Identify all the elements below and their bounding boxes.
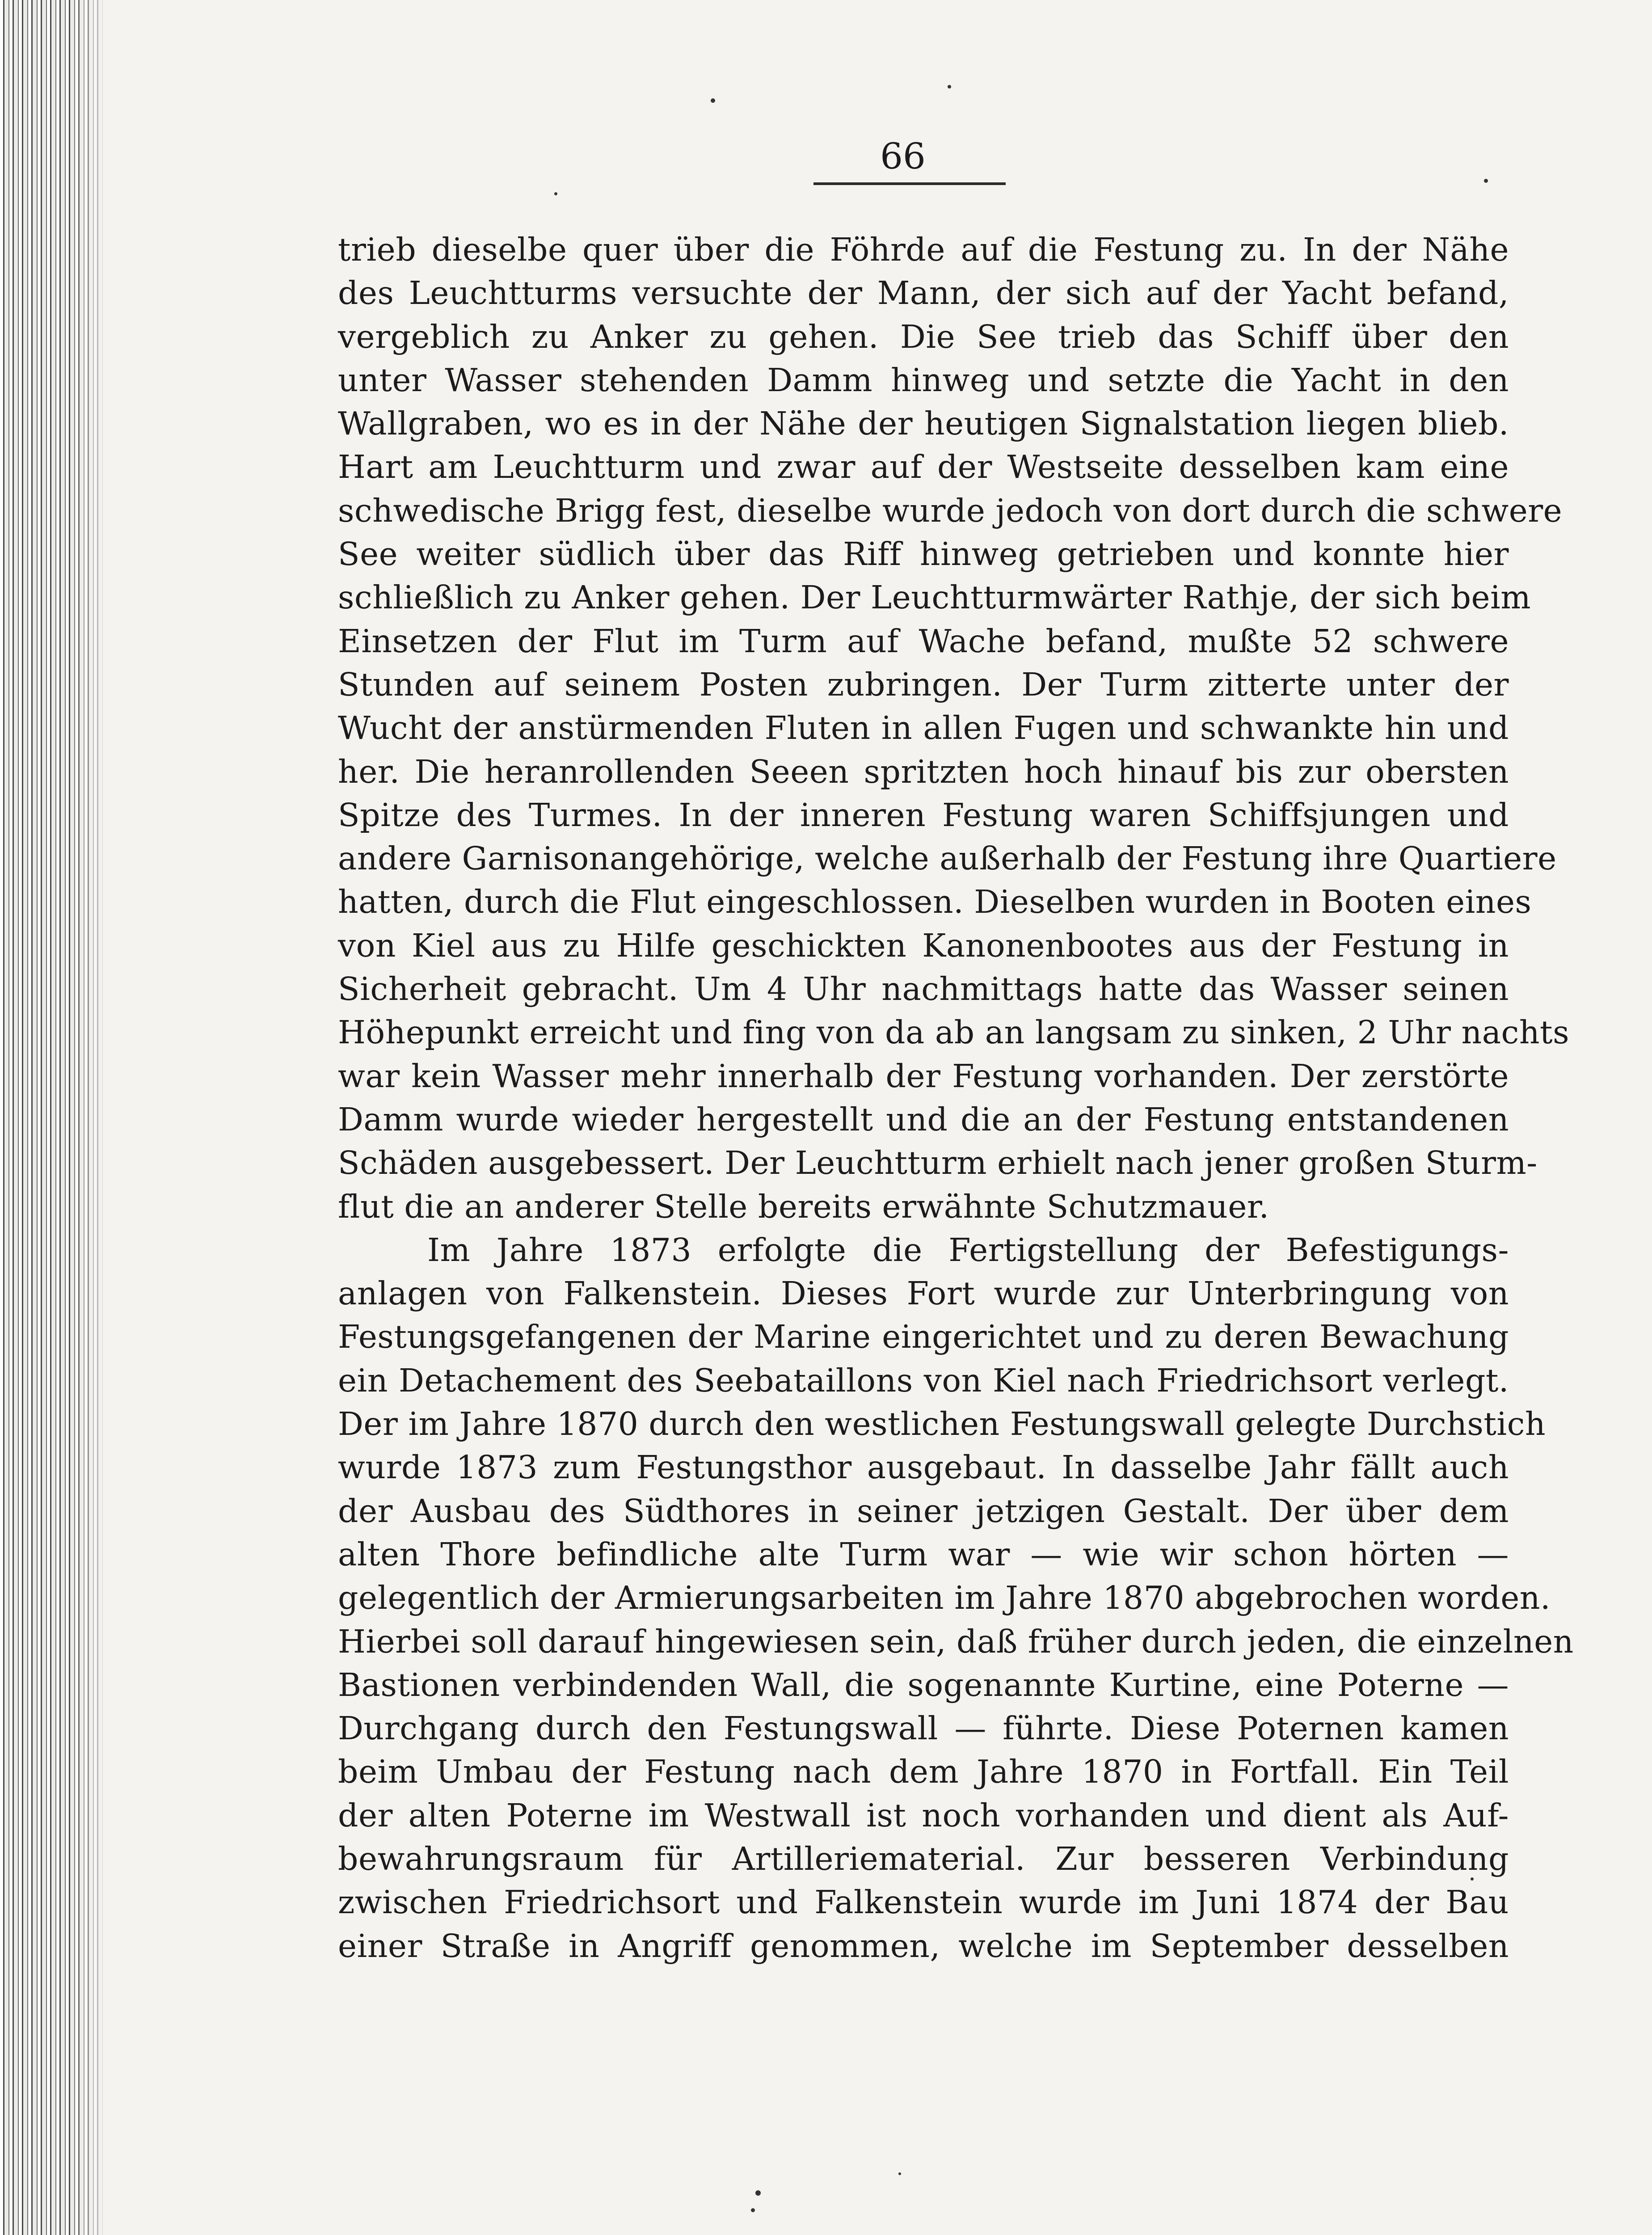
text-line: der alten Poterne im Westwall ist noch vorhanden und dient als Auf- [338, 1796, 1509, 1834]
text-line: Festungsgefangenen der Marine eingerichtet und zu deren Bewachung [338, 1318, 1509, 1356]
text-line: Hierbei soll darauf hingewiesen sein, daß früher durch jeden, die einzelnen [338, 1623, 1574, 1660]
scan-speck [711, 98, 715, 103]
scan-speck [1471, 1877, 1474, 1881]
text-line: Schäden ausgebessert. Der Leuchtturm erhielt nach jener großen Sturm- [338, 1144, 1538, 1182]
text-line: der Ausbau des Südthores in seiner jetzigen Gestalt. Der über dem [338, 1492, 1509, 1530]
scan-speck [755, 2190, 761, 2196]
page-number: 66 [880, 135, 926, 177]
text-line: Wallgraben, wo es in der Nähe der heutigen Signalstation liegen blieb. [338, 405, 1509, 443]
text-line: war kein Wasser mehr innerhalb der Festung vorhanden. Der zerstörte [338, 1057, 1509, 1095]
text-line: schließlich zu Anker gehen. Der Leuchtturmwärter Rathje, der sich beim [338, 579, 1531, 616]
text-line: Hart am Leuchtturm und zwar auf der Westseite desselben kam eine [338, 448, 1509, 486]
text-line: Der im Jahre 1870 durch den westlichen Festungswall gelegte Durchstich [338, 1405, 1546, 1443]
text-line: andere Garnisonangehörige, welche außerhalb der Festung ihre Quartiere [338, 840, 1557, 877]
paragraph-2 [338, 1228, 1574, 1968]
scan-binding-shadow [72, 0, 112, 2235]
text-line: Wucht der anstürmenden Fluten in allen Fugen und schwankte hin und [338, 709, 1509, 747]
text-line: Bastionen verbindenden Wall, die sogenannte Kurtine, eine Poterne — [338, 1666, 1509, 1704]
text-line: hatten, durch die Flut eingeschlossen. Dieselben wurden in Booten eines [338, 883, 1532, 921]
text-line: flut die an anderer Stelle bereits erwähnte Schutzmauer. [338, 1188, 1269, 1225]
text-line: Durchgang durch den Festungswall — führte. Diese Poternen kamen [338, 1710, 1509, 1747]
scan-speck [948, 85, 951, 89]
text-line: Stunden auf seinem Posten zubringen. Der Turm zitterte unter der [338, 666, 1509, 703]
text-line: See weiter südlich über das Riff hinweg getrieben und konnte hier [338, 536, 1509, 573]
body-text [338, 228, 1574, 1968]
scan-speck [898, 2172, 901, 2175]
text-line: her. Die heranrollenden Seeen spritzten hoch hinauf bis zur obersten [338, 753, 1509, 790]
text-line: gelegentlich der Armierungsarbeiten im Jahre 1870 abgebrochen worden. [338, 1579, 1551, 1617]
text-line: Sicherheit gebracht. Um 4 Uhr nachmittags hatte das Wasser seinen [338, 970, 1509, 1008]
text-line: bewahrungsraum für Artilleriematerial. Zur besseren Verbindung [338, 1840, 1509, 1877]
text-line: Höhepunkt erreicht und fing von da ab an langsam zu sinken, 2 Uhr nachts [338, 1014, 1570, 1051]
text-line: anlagen von Falkenstein. Dieses Fort wurde zur Unterbringung von [338, 1275, 1509, 1312]
text-line: des Leuchtturms versuchte der Mann, der sich auf der Yacht befand, [338, 274, 1509, 312]
text-line: von Kiel aus zu Hilfe geschickten Kanonenbootes aus der Festung in [338, 927, 1509, 964]
text-line: Im Jahre 1873 erfolgte die Fertigstellung der Befestigungs- [427, 1231, 1509, 1269]
text-line: vergeblich zu Anker zu gehen. Die See trieb das Schiff über den [338, 318, 1509, 355]
scan-speck [554, 192, 557, 195]
text-line: ein Detachement des Seebataillons von Kiel nach Friedrichsort verlegt. [338, 1362, 1509, 1399]
text-line: wurde 1873 zum Festungsthor ausgebaut. In dasselbe Jahr fällt auch [338, 1449, 1509, 1486]
text-line: Damm wurde wieder hergestellt und die an der Festung entstandenen [338, 1101, 1509, 1138]
paragraph-1 [338, 228, 1570, 1228]
text-line: unter Wasser stehenden Damm hinweg und setzte die Yacht in den [338, 361, 1509, 399]
text-line: trieb dieselbe quer über die Föhrde auf die Festung zu. In der Nähe [338, 231, 1509, 268]
text-line: Einsetzen der Flut im Turm auf Wache befand, mußte 52 schwere [338, 622, 1509, 660]
scan-speck [1484, 179, 1488, 183]
text-line: beim Umbau der Festung nach dem Jahre 1870 in Fortfall. Ein Teil [338, 1753, 1509, 1791]
text-line: zwischen Friedrichsort und Falkenstein wurde im Juni 1874 der Bau [338, 1884, 1509, 1921]
scan-speck [751, 2208, 755, 2212]
text-line: schwedische Brigg fest, dieselbe wurde jedoch von dort durch die schwere [338, 492, 1563, 529]
text-line: Spitze des Turmes. In der inneren Festung waren Schiffsjungen und [338, 796, 1509, 834]
text-line: einer Straße in Angriff genommen, welche im September desselben [338, 1927, 1509, 1965]
text-line: alten Thore befindliche alte Turm war — wie wir schon hörten — [338, 1535, 1509, 1573]
page-number-rule [813, 182, 1006, 185]
